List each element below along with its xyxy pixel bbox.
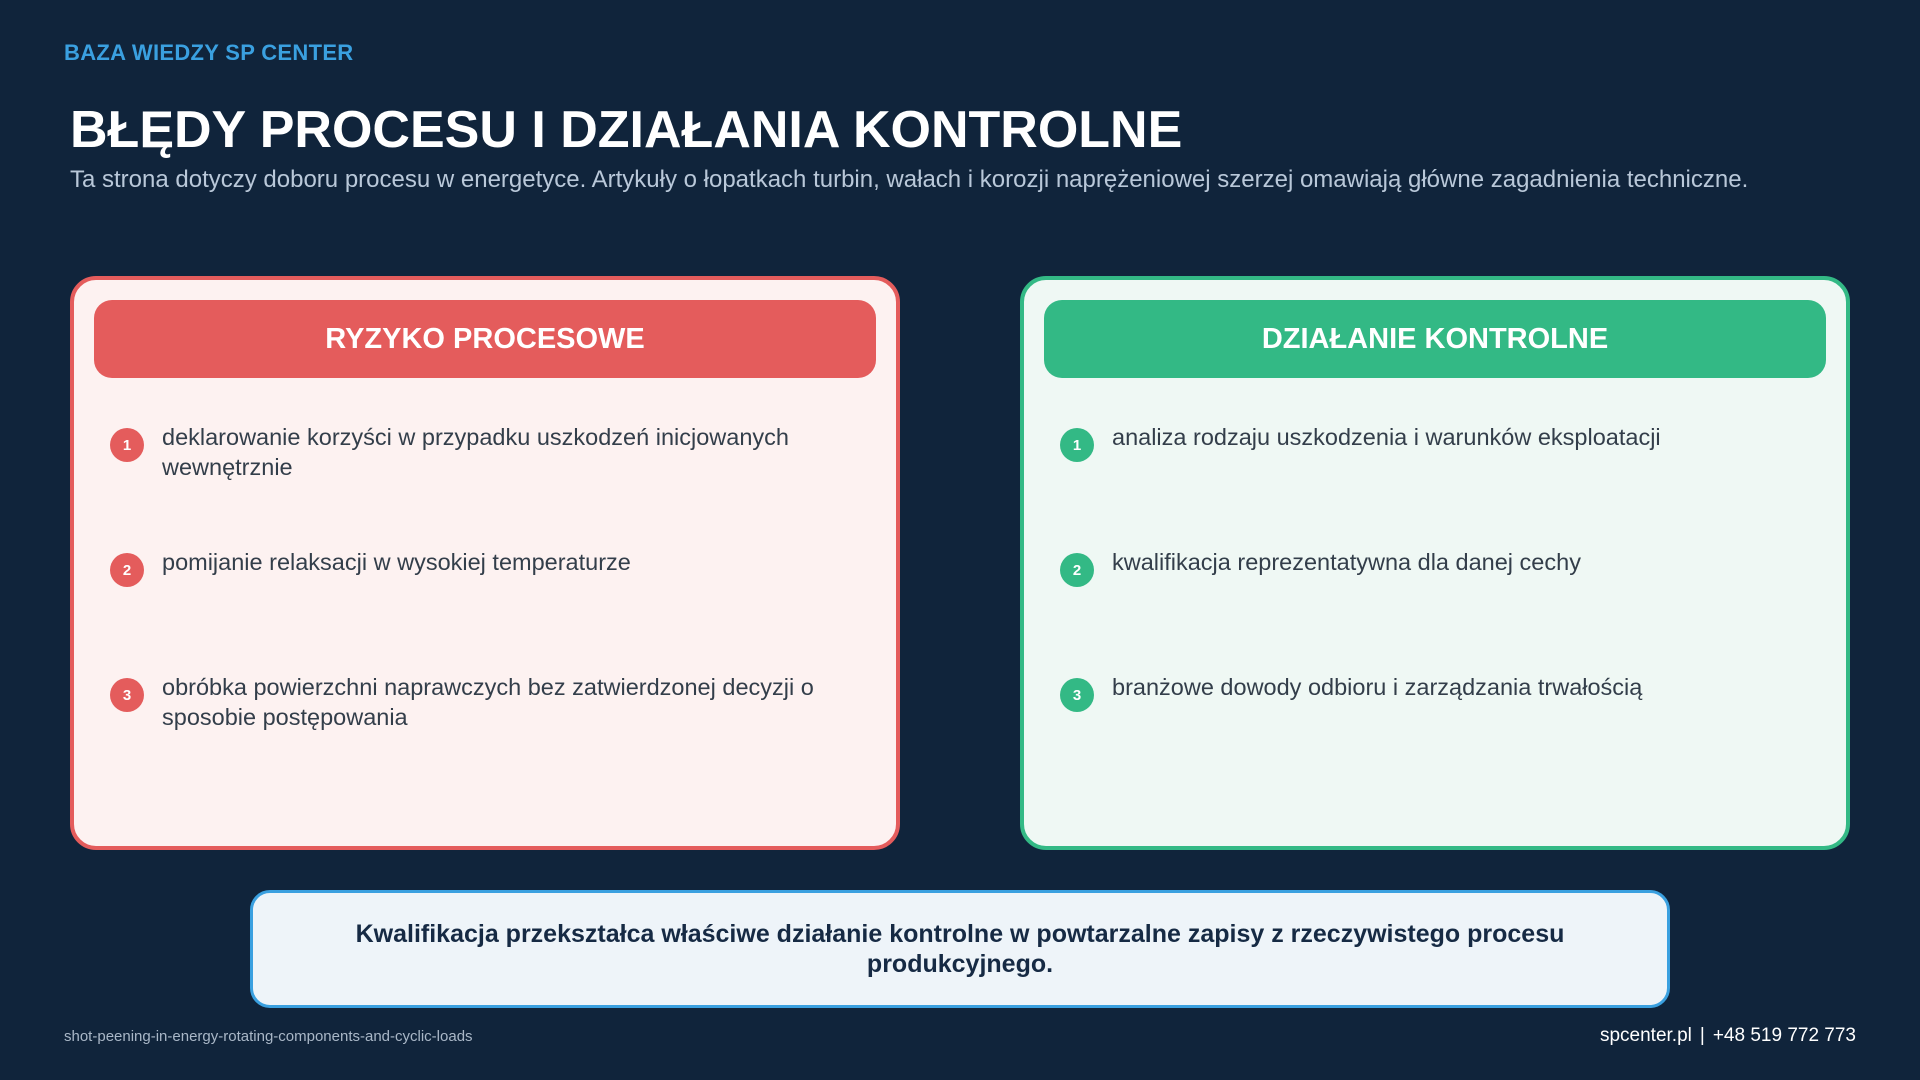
number-badge: 1	[110, 428, 144, 462]
number-badge: 3	[1060, 678, 1094, 712]
footer-slug: shot-peening-in-energy-rotating-components-and-cyclic-loads	[64, 1028, 473, 1045]
page-subtitle: Ta strona dotyczy doboru procesu w energetyce. Artykuły o łopatkach turbin, wałach i korozji naprężeniowej szerzej omawiają główne zagadnienia techniczne.	[70, 166, 1749, 193]
control-card	[1020, 276, 1850, 850]
summary-text: Kwalifikacja przekształca właściwe działanie kontrolne w powtarzalne zapisy z rzeczywistego procesu produkcyjnego.	[355, 920, 1565, 978]
control-item-2	[1060, 547, 1800, 587]
risk-item-text: pomijanie relaksacji w wysokiej temperaturze	[162, 549, 631, 575]
control-item-text: analiza rodzaju uszkodzenia i warunków eksploatacji	[1112, 424, 1661, 450]
risk-item-text: obróbka powierzchni naprawczych bez zatwierdzonej decyzji o sposobie postępowania	[162, 674, 814, 730]
phone-number[interactable]: +48 519 772 773	[1712, 1025, 1856, 1046]
risk-item-text: deklarowanie korzyści w przypadku uszkodzeń inicjowanych wewnętrznie	[162, 424, 789, 480]
risk-item-3	[110, 672, 850, 732]
control-item-3	[1060, 672, 1800, 712]
risk-item-1	[110, 422, 850, 482]
page-title: BŁĘDY PROCESU I DZIAŁANIA KONTROLNE	[70, 101, 1183, 159]
number-badge: 1	[1060, 428, 1094, 462]
website-link[interactable]: spcenter.pl	[1599, 1025, 1692, 1046]
number-badge: 2	[110, 553, 144, 587]
control-item-text: branżowe dowody odbioru i zarządzania trwałością	[1112, 674, 1643, 700]
risk-card	[70, 276, 900, 850]
risk-item-2	[110, 547, 850, 587]
footer-separator: |	[1699, 1025, 1705, 1046]
brand-label: BAZA WIEDZY SP CENTER	[64, 40, 354, 65]
control-item-1	[1060, 422, 1800, 462]
control-item-text: kwalifikacja reprezentatywna dla danej cechy	[1112, 549, 1581, 575]
summary-callout	[250, 890, 1670, 1008]
number-badge: 3	[110, 678, 144, 712]
control-card-heading: DZIAŁANIE KONTROLNE	[1044, 300, 1826, 378]
number-badge: 2	[1060, 553, 1094, 587]
footer-contact	[1600, 1025, 1856, 1047]
risk-card-heading: RYZYKO PROCESOWE	[94, 300, 876, 378]
